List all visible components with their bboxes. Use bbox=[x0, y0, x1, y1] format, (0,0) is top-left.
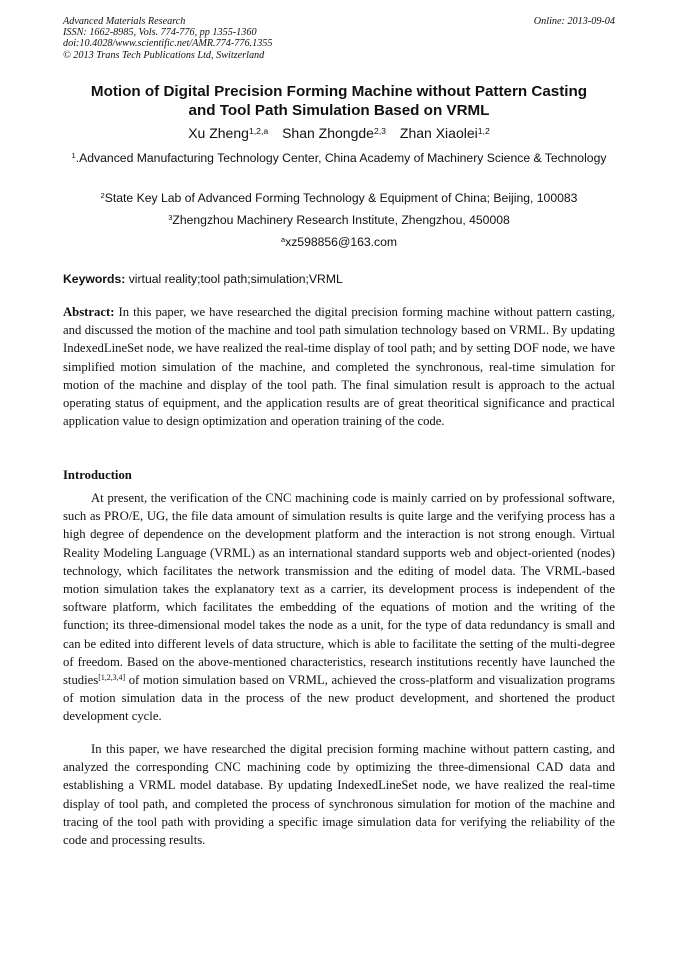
affiliation-3 bbox=[60, 212, 618, 230]
paper-title bbox=[40, 82, 638, 120]
issn-line: ISSN: 1662-8985, Vols. 774-776, pp 1355-1360 bbox=[63, 27, 257, 39]
intro-text: At present, the verification of the CNC machining code is mainly carried on by professional software, such as PRO/E, UG, the file data amount of simulation results is quite large and the verifying process has a high degree of dependence on the development platform and the interaction is not strong enough. Virtual Reality Modeling Language (VRML) as an international standard supports web and object-oriented (nodes) technology, which facilitates the network transmission and the editing of model data. The VRML-based motion simulation takes the explanatory text as a carrier, its development process is independent of the software platform, which facilitates the embedding of the equations of motion and the writing of the function; its three-dimensional model takes the node as a unit, for the type of data redundancy is small and can be edited into different levels of data structure, which is able to facilitate the setting of the multi-degree of freedom. Based on the above-mentioned characteristics, research institutions recently have launched the studies bbox=[63, 491, 615, 688]
affiliation-sup: 2 bbox=[100, 191, 105, 201]
email-sup: a bbox=[280, 235, 286, 245]
online-date: Online: 2013-09-04 bbox=[533, 16, 615, 27]
doi-line: doi:10.4028/www.scientific.net/AMR.774-776.1355 bbox=[63, 38, 273, 50]
author-list bbox=[40, 124, 638, 142]
affiliation-2 bbox=[60, 190, 618, 208]
title-line-1: Motion of Digital Precision Forming Machine without Pattern Casting bbox=[90, 83, 588, 100]
intro-text: of motion simulation based on VRML, achieved the cross-platform and visualization programs of motion simulation data in the process of the new product development, and shortened the product development cycle. bbox=[63, 673, 615, 724]
title-line-2: and Tool Path Simulation Based on VRML bbox=[188, 102, 490, 119]
citation-ref: [1,2,3,4] bbox=[98, 673, 126, 683]
affiliation-sup: 1 bbox=[71, 151, 76, 161]
corresponding-email bbox=[60, 234, 618, 252]
affiliation-text: .Advanced Manufacturing Technology Center, China Academy of Machinery Science & Technology bbox=[75, 151, 607, 165]
email-text: xz598856@163.com bbox=[285, 235, 398, 249]
author-affiliation-sup: 1,2 bbox=[477, 125, 490, 136]
keywords-text: virtual reality;tool path;simulation;VRML bbox=[125, 272, 343, 286]
abstract-text: In this paper, we have researched the digital precision forming machine without pattern casting, and discussed the motion of the machine and tool path simulation technology based on VRML. By updating IndexedLineSet node, we have realized the real-time display of tool path; and by setting DOF node, we have simplified motion simulation of the machine, and completed the synchronous, real-time simulation for motion of the machine and display of the tool path. The final simulation result is approach to the actual operating status of equipment, and the application results are of great theoritical significance and practical application value to design optimization and operation training of the code. bbox=[63, 305, 615, 429]
author-name: Shan Zhongde bbox=[282, 125, 374, 141]
intro-paragraph-1 bbox=[63, 489, 615, 726]
author-name: Xu Zheng bbox=[188, 125, 249, 141]
author-name: Zhan Xiaolei bbox=[399, 125, 478, 141]
copyright-line: © 2013 Trans Tech Publications Ltd, Switzerland bbox=[63, 49, 265, 61]
journal-name: Advanced Materials Research bbox=[63, 16, 186, 27]
keywords bbox=[63, 271, 615, 287]
section-heading-introduction: Introduction bbox=[63, 468, 132, 482]
author-affiliation-sup: 1,2,a bbox=[248, 125, 269, 136]
affiliation-sup: 3 bbox=[168, 213, 173, 223]
running-header bbox=[63, 16, 615, 61]
affiliation-text: State Key Lab of Advanced Forming Technology & Equipment of China; Beijing, 100083 bbox=[104, 191, 578, 205]
intro-paragraph-2: In this paper, we have researched the digital precision forming machine without pattern casting, and analyzed the corresponding CNC machining code by optimizing the three-dimensional CAD data and establishing a VRML model database. By updating IndexedLineSet node, we have realized the real-time display of tool path, and completed the process of synchronous simulation for motion of the machine and tracing of the tool path with providing a specific image simulation data for verifying the reliability of the code and processing results. bbox=[63, 742, 615, 848]
abstract bbox=[63, 303, 615, 430]
author-affiliation-sup: 2,3 bbox=[373, 125, 387, 136]
keywords-label: Keywords: bbox=[63, 272, 126, 286]
abstract-label: Abstract: bbox=[63, 305, 115, 319]
affiliation-text: Zhengzhou Machinery Research Institute, Zhengzhou, 450008 bbox=[172, 213, 510, 227]
affiliation-1 bbox=[60, 150, 618, 168]
